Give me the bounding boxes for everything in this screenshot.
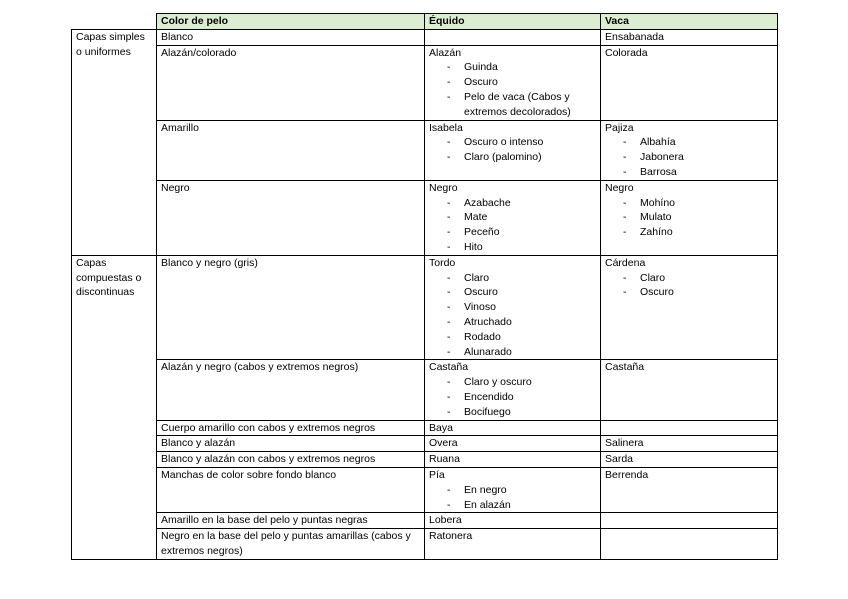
vaca-variant-list — [605, 196, 773, 240]
vaca-cell — [601, 513, 778, 529]
variant-item: - Oscuro — [447, 75, 596, 90]
variant-item: - Oscuro o intenso — [447, 135, 596, 150]
table-body — [72, 29, 778, 559]
equido-cell — [425, 529, 601, 560]
variant-item: - Guinda — [447, 60, 596, 75]
equido-cell — [425, 45, 601, 120]
variant-item: - En negro — [447, 483, 596, 498]
equido-variant-list — [429, 375, 596, 419]
vaca-title: Salinera — [605, 437, 644, 450]
coat-color-cell: Amarillo en la base del pelo y puntas negras — [157, 513, 425, 529]
vaca-title: Berrenda — [605, 468, 649, 481]
coat-color-cell: Cuerpo amarillo con cabos y extremos negros — [157, 420, 425, 436]
table-row — [72, 255, 778, 360]
group-label: Capas compuestas o discontinuas — [72, 255, 157, 559]
coat-color-cell: Blanco y negro (gris) — [157, 255, 425, 360]
variant-item: - Zahíno — [623, 225, 773, 240]
vaca-cell — [601, 467, 778, 512]
equido-cell — [425, 29, 601, 45]
equido-title: Ratonera — [429, 530, 473, 543]
equido-cell — [425, 360, 601, 420]
header-vaca: Vaca — [601, 14, 778, 30]
equido-cell — [425, 180, 601, 255]
vaca-title: Pajiza — [605, 121, 634, 134]
vaca-title: Colorada — [605, 46, 648, 59]
variant-item: - Mate — [447, 210, 596, 225]
vaca-cell — [601, 180, 778, 255]
variant-item: - Pelo de vaca (Cabos y extremos decolorados) — [447, 90, 596, 120]
equido-cell — [425, 452, 601, 468]
variant-item: - Peceño — [447, 225, 596, 240]
group-label: Capas simples o uniformes — [72, 29, 157, 255]
header-color-de-pelo: Color de pelo — [157, 14, 425, 30]
coat-color-cell: Blanco y alazán con cabos y extremos negros — [157, 452, 425, 468]
equido-variant-list — [429, 196, 596, 255]
header-row — [72, 14, 778, 30]
variant-item: - Mulato — [623, 210, 773, 225]
vaca-title: Cárdena — [605, 256, 646, 269]
variant-item: - Hito — [447, 240, 596, 255]
table-row — [72, 436, 778, 452]
variant-item: - Encendido — [447, 390, 596, 405]
equido-cell — [425, 436, 601, 452]
equido-variant-list — [429, 135, 596, 165]
table-row — [72, 360, 778, 420]
equido-variant-list — [429, 60, 596, 119]
variant-item: - En alazán — [447, 498, 596, 513]
coat-color-cell: Manchas de color sobre fondo blanco — [157, 467, 425, 512]
equido-title: Pía — [429, 468, 445, 481]
vaca-cell — [601, 360, 778, 420]
coat-color-cell: Blanco — [157, 29, 425, 45]
equido-title: Ruana — [429, 453, 460, 466]
variant-item: - Rodado — [447, 330, 596, 345]
variant-item: - Azabache — [447, 196, 596, 211]
vaca-title: Castaña — [605, 361, 645, 374]
variant-item: - Bocifuego — [447, 405, 596, 420]
header-blank — [72, 14, 157, 30]
variant-item: - Vinoso — [447, 300, 596, 315]
table-row — [72, 529, 778, 560]
equido-title: Isabela — [429, 121, 463, 134]
equido-title: Negro — [429, 181, 458, 194]
header-equido: Équido — [425, 14, 601, 30]
table-row — [72, 452, 778, 468]
variant-item: - Claro — [623, 271, 773, 286]
vaca-cell — [601, 120, 778, 180]
equido-variant-list — [429, 483, 596, 513]
coat-color-cell: Alazán/colorado — [157, 45, 425, 120]
variant-item: - Albahía — [623, 135, 773, 150]
equido-cell — [425, 420, 601, 436]
vaca-cell — [601, 29, 778, 45]
vaca-variant-list — [605, 135, 773, 179]
vaca-title: Negro — [605, 181, 634, 194]
equido-cell — [425, 467, 601, 512]
equido-title: Baya — [429, 421, 453, 434]
coat-color-table — [71, 13, 778, 560]
variant-item: - Alunarado — [447, 345, 596, 360]
equido-title: Overa — [429, 437, 458, 450]
table-row — [72, 45, 778, 120]
vaca-cell — [601, 436, 778, 452]
equido-cell — [425, 513, 601, 529]
coat-color-cell: Alazán y negro (cabos y extremos negros) — [157, 360, 425, 420]
variant-item: - Claro (palomino) — [447, 150, 596, 165]
coat-color-cell: Negro — [157, 180, 425, 255]
vaca-title: Sarda — [605, 453, 634, 466]
variant-item: - Oscuro — [447, 285, 596, 300]
equido-title: Lobera — [429, 514, 462, 527]
variant-item: - Claro — [447, 271, 596, 286]
table-row — [72, 180, 778, 255]
equido-cell — [425, 120, 601, 180]
equido-title: Tordo — [429, 256, 456, 269]
table-row — [72, 467, 778, 512]
variant-item: - Atruchado — [447, 315, 596, 330]
table-row — [72, 420, 778, 436]
vaca-variant-list — [605, 271, 773, 301]
equido-variant-list — [429, 271, 596, 360]
vaca-title: Ensabanada — [605, 30, 664, 43]
vaca-cell — [601, 420, 778, 436]
variant-item: - Mohíno — [623, 196, 773, 211]
coat-color-cell: Amarillo — [157, 120, 425, 180]
vaca-cell — [601, 529, 778, 560]
vaca-cell — [601, 255, 778, 360]
variant-item: - Oscuro — [623, 285, 773, 300]
equido-title: Castaña — [429, 361, 469, 374]
table-row — [72, 120, 778, 180]
vaca-cell — [601, 45, 778, 120]
table-row — [72, 513, 778, 529]
variant-item: - Barrosa — [623, 165, 773, 180]
coat-color-cell: Blanco y alazán — [157, 436, 425, 452]
coat-color-cell: Negro en la base del pelo y puntas amarillas (cabos y extremos negros) — [157, 529, 425, 560]
variant-item: - Jabonera — [623, 150, 773, 165]
equido-cell — [425, 255, 601, 360]
table-row — [72, 29, 778, 45]
equido-title: Alazán — [429, 46, 462, 59]
vaca-cell — [601, 452, 778, 468]
variant-item: - Claro y oscuro — [447, 375, 596, 390]
